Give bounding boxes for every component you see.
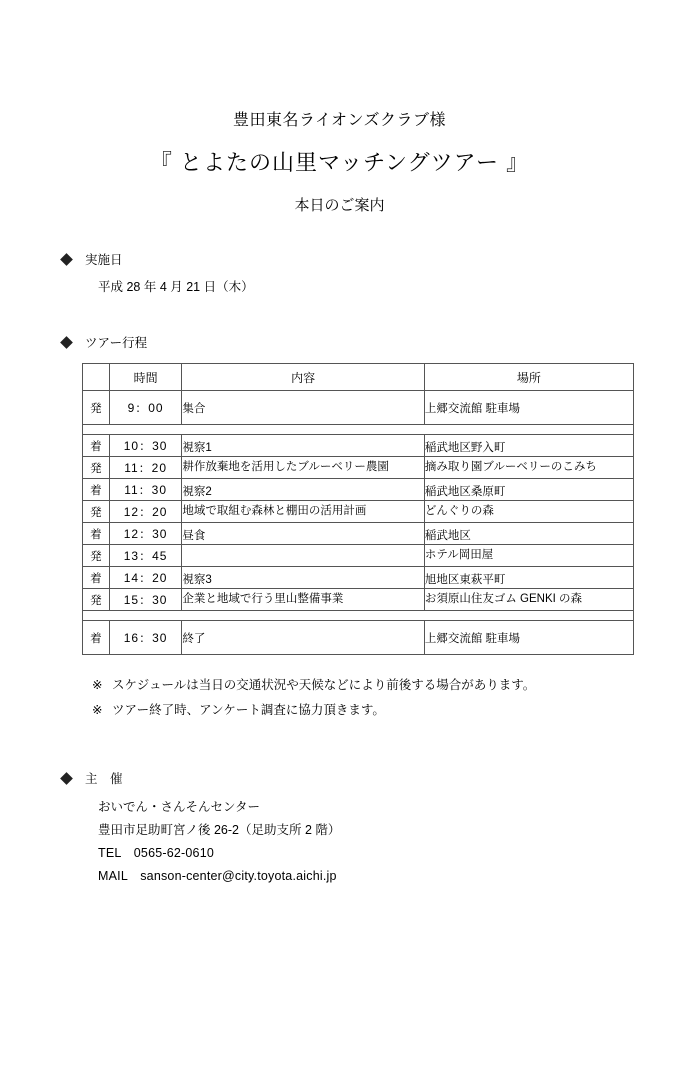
cell-content: 昼食: [182, 523, 425, 545]
cell-mark: 発: [83, 391, 110, 425]
cell-content: 集合: [182, 391, 425, 425]
page-title: 『 とよたの山里マッチングツアー 』: [149, 150, 530, 176]
table-row: [83, 567, 634, 589]
cell-mark: 発: [83, 589, 110, 611]
section-date-label: 実施日: [85, 253, 123, 268]
organizer-details: [98, 796, 679, 889]
cell-content: 地域で取組む森林と棚田の活用計画: [182, 501, 425, 523]
cell-time: 15：30: [109, 589, 182, 611]
cell-place: ホテル岡田屋: [424, 545, 633, 567]
column-header-mark: [83, 364, 110, 391]
cell-time: 14：20: [109, 567, 182, 589]
section-itinerary: [62, 333, 679, 351]
table-row: [83, 501, 634, 523]
cell-time: 11：30: [109, 479, 182, 501]
cell-mark: 着: [83, 479, 110, 501]
cell-content: 視察2: [182, 479, 425, 501]
table-spacer: [83, 611, 634, 621]
cell-content: 視察3: [182, 567, 425, 589]
section-organizer-label: 主 催: [85, 772, 123, 787]
cell-place: 旭地区東萩平町: [424, 567, 633, 589]
table-row: [83, 391, 634, 425]
table-row: [83, 545, 634, 567]
column-header-time: 時間: [109, 364, 182, 391]
cell-content: [182, 545, 425, 567]
diamond-bullet-icon: [60, 772, 73, 785]
cell-time: 10：30: [109, 435, 182, 457]
cell-place: 上郷交流館 駐車場: [424, 621, 633, 655]
cell-place: 稲武地区桑原町: [424, 479, 633, 501]
cell-place: どんぐりの森: [424, 501, 633, 523]
cell-content: 企業と地域で行う里山整備事業: [182, 589, 425, 611]
table-row: [83, 523, 634, 545]
diamond-bullet-icon: [60, 336, 73, 349]
organizer-address: 豊田市足助町宮ノ後 26-2（足助支所 2 階）: [98, 823, 341, 838]
cell-content: 耕作放棄地を活用したブルーベリー農園: [182, 457, 425, 479]
cell-content: 終了: [182, 621, 425, 655]
table-row: [83, 435, 634, 457]
organizer-mail: MAIL sanson-center@city.toyota.aichi.jp: [98, 869, 337, 884]
section-date-heading: [62, 250, 679, 268]
section-date-value: 平成 28 年 4 月 21 日（木）: [98, 280, 254, 295]
cell-time: 9：00: [109, 391, 182, 425]
table-row: [83, 589, 634, 611]
table-row: [83, 479, 634, 501]
table-row: [83, 621, 634, 655]
note-item: [92, 698, 679, 723]
table-spacer: [83, 425, 634, 435]
client-name: 豊田東名ライオンズクラブ様: [232, 112, 447, 129]
cell-time: 12：30: [109, 523, 182, 545]
document-page: [0, 110, 679, 1070]
column-header-place: 場所: [424, 364, 633, 391]
cell-place: 稲武地区野入町: [424, 435, 633, 457]
section-organizer-heading: [62, 769, 679, 787]
cell-mark: 発: [83, 501, 110, 523]
organizer-name: おいでん・さんそんセンター: [98, 800, 261, 815]
cell-mark: 発: [83, 545, 110, 567]
cell-mark: 着: [83, 435, 110, 457]
section-organizer: [62, 769, 679, 889]
note-mark-icon: ※: [92, 703, 103, 718]
note-text: スケジュールは当日の交通状況や天候などにより前後する場合があります。: [111, 678, 536, 693]
cell-time: 13：45: [109, 545, 182, 567]
cell-content: 視察1: [182, 435, 425, 457]
table-row: [83, 457, 634, 479]
section-date: [62, 250, 679, 299]
cell-mark: 着: [83, 621, 110, 655]
cell-mark: 着: [83, 567, 110, 589]
cell-place: 上郷交流館 駐車場: [424, 391, 633, 425]
schedule-table: [82, 363, 634, 655]
cell-mark: 着: [83, 523, 110, 545]
cell-mark: 発: [83, 457, 110, 479]
cell-time: 12：20: [109, 501, 182, 523]
section-itinerary-heading: [62, 333, 679, 351]
diamond-bullet-icon: [60, 253, 73, 266]
page-subtitle: 本日のご案内: [294, 197, 385, 215]
cell-place: お須原山住友ゴム GENKI の森: [424, 589, 633, 611]
cell-time: 16：30: [109, 621, 182, 655]
note-text: ツアー終了時、アンケート調査に協力頂きます。: [111, 703, 385, 718]
cell-place: 摘み取り園ブルーベリーのこみち: [424, 457, 633, 479]
column-header-content: 内容: [182, 364, 425, 391]
note-mark-icon: ※: [92, 678, 103, 693]
cell-place: 稲武地区: [424, 523, 633, 545]
notes-list: [92, 673, 679, 723]
cell-time: 11：20: [109, 457, 182, 479]
organizer-tel: TEL 0565-62-0610: [98, 846, 215, 861]
schedule-table-wrapper: [82, 363, 634, 655]
document-header: [0, 110, 679, 216]
section-itinerary-label: ツアー行程: [85, 336, 148, 351]
table-header-row: [83, 364, 634, 391]
note-item: [92, 673, 679, 698]
